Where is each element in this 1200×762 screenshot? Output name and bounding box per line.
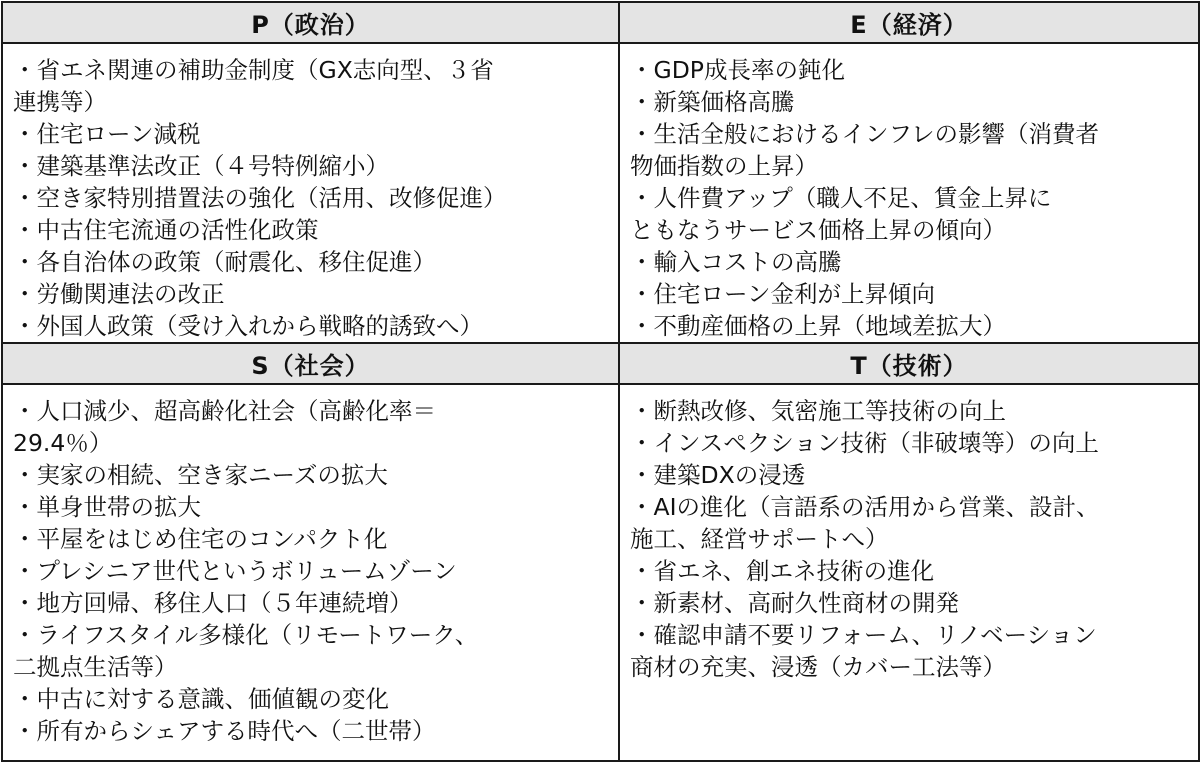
social-item: ・平屋をはじめ住宅のコンパクト化 [13,525,388,553]
social-item: ・プレシニア世代というボリュームゾーン [13,557,457,585]
body-row-pe [2,43,1199,343]
political-item: ・労働関連法の改正 [13,280,225,308]
political-header: P（政治） [2,2,619,43]
social-item: ・ライフスタイル多様化（リモートワーク、 二拠点生活等） [13,621,479,681]
political-item: ・外国人政策（受け入れから戦略的誘致へ） [13,312,483,340]
political-item: ・中古住宅流通の活性化政策 [13,216,319,244]
political-item: ・各自治体の政策（耐震化、移住促進） [13,248,436,276]
economic-item: ・不動産価格の上昇（地域差拡大） [630,312,1006,340]
economic-item: ・輸入コストの高騰 [630,248,842,276]
technological-item: ・インスペクション技術（非破壊等）の向上 [630,429,1099,457]
technological-item: ・省エネ、創エネ技術の進化 [630,557,935,585]
body-row-st [2,384,1199,761]
technological-header: T（技術） [619,343,1199,384]
header-row-st [2,343,1199,384]
technological-item: ・新素材、高耐久性商材の開発 [630,589,959,617]
political-item: ・空き家特別措置法の強化（活用、改修促進） [13,184,507,212]
social-header: S（社会） [2,343,619,384]
economic-header: E（経済） [619,2,1199,43]
technological-item: ・断熱改修、気密施工等技術の向上 [630,397,1006,425]
social-item: ・実家の相続、空き家ニーズの拡大 [13,461,388,489]
political-item: ・住宅ローン減税 [13,120,201,148]
economic-item: ・GDP成長率の鈍化 [630,56,845,84]
social-item: ・人口減少、超高齢化社会（高齢化率＝ 29.4％） [13,397,436,457]
social-item: ・単身世帯の拡大 [13,493,201,521]
political-item: ・省エネ関連の補助金制度（GX志向型、３省 連携等） [13,56,494,116]
header-row-pe [2,2,1199,43]
technological-item: ・AIの進化（言語系の活用から営業、設計、 施工、経営サポートへ） [630,493,1100,553]
technological-item: ・確認申請不要リフォーム、リノベーション 商材の充実、浸透（カバー工法等） [630,621,1097,681]
economic-item: ・生活全般におけるインフレの影響（消費者 物価指数の上昇） [630,120,1100,180]
economic-item: ・住宅ローン金利が上昇傾向 [630,280,936,308]
political-item: ・建築基準法改正（４号特例縮小） [13,152,389,180]
economic-item: ・人件費アップ（職人不足、賃金上昇に ともなうサービス価格上昇の傾向） [630,184,1052,244]
pest-analysis-table [1,1,1200,762]
technological-item: ・建築DXの浸透 [630,461,806,489]
economic-item: ・新築価格高騰 [630,88,795,116]
social-item: ・地方回帰、移住人口（５年連続増） [13,589,413,617]
technological-cell [619,384,1199,761]
social-item: ・中古に対する意識、価値観の変化 [13,685,389,713]
social-item: ・所有からシェアする時代へ（二世帯） [13,717,436,745]
social-cell [2,384,619,761]
economic-cell [619,43,1199,343]
political-cell [2,43,619,343]
